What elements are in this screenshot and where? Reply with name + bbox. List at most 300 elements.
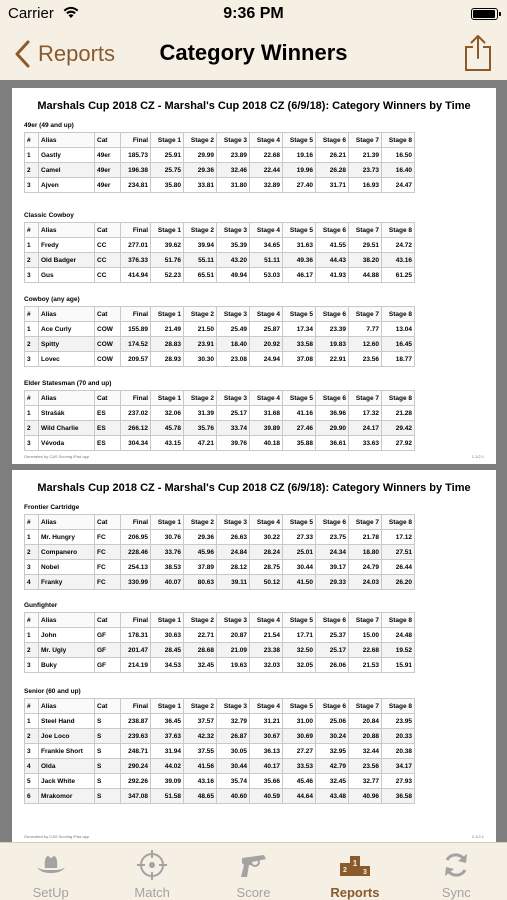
column-header: Stage 6 xyxy=(316,613,349,628)
table-cell: 3 xyxy=(25,178,39,193)
table-cell: 15.91 xyxy=(382,658,415,673)
table-cell: 61.25 xyxy=(382,268,415,283)
column-header: Cat xyxy=(95,223,121,238)
table-cell: 40.60 xyxy=(217,789,250,804)
column-header: Stage 3 xyxy=(217,223,250,238)
table-cell: 48.65 xyxy=(184,789,217,804)
table-cell: 34.17 xyxy=(382,759,415,774)
table-cell: 35.74 xyxy=(217,774,250,789)
category-name: Classic Cowboy xyxy=(24,212,74,219)
column-header: Final xyxy=(121,613,151,628)
table-cell: 38.20 xyxy=(349,253,382,268)
table-cell: 51.76 xyxy=(151,253,184,268)
tab-bar xyxy=(0,842,507,900)
column-header: Stage 8 xyxy=(382,699,415,714)
column-header: Stage 6 xyxy=(316,515,349,530)
table-cell: 32.89 xyxy=(250,178,283,193)
table-cell: 12.60 xyxy=(349,337,382,352)
table-cell: S xyxy=(95,774,121,789)
table-cell: 21.53 xyxy=(349,658,382,673)
table-cell: 19.16 xyxy=(283,148,316,163)
table-cell: 3 xyxy=(25,560,39,575)
table-cell: Gus xyxy=(39,268,95,283)
table-cell: 47.21 xyxy=(184,436,217,451)
table-cell: 27.92 xyxy=(382,436,415,451)
report-viewer[interactable] xyxy=(0,80,507,842)
table-cell: 23.39 xyxy=(316,322,349,337)
column-header: Stage 1 xyxy=(151,699,184,714)
table-cell: 45.78 xyxy=(151,421,184,436)
table-cell: 27.27 xyxy=(283,744,316,759)
table-cell: 29.99 xyxy=(184,148,217,163)
results-table xyxy=(24,222,415,283)
table-cell: 414.94 xyxy=(121,268,151,283)
table-cell: John xyxy=(39,628,95,643)
table-cell: 27.93 xyxy=(382,774,415,789)
table-cell: 17.34 xyxy=(283,322,316,337)
column-header: Stage 3 xyxy=(217,307,250,322)
table-cell: 22.68 xyxy=(250,148,283,163)
table-cell: 2 xyxy=(25,163,39,178)
report-page xyxy=(12,470,496,842)
report-footer-credit: Generated by CAS Scoring iPad app xyxy=(24,834,90,839)
sync-icon xyxy=(440,850,472,880)
tab-label: Score xyxy=(236,885,271,900)
table-cell: 38.53 xyxy=(151,560,184,575)
table-cell: 37.08 xyxy=(283,352,316,367)
column-header: Stage 5 xyxy=(283,391,316,406)
column-header: Stage 5 xyxy=(283,699,316,714)
column-header: Stage 2 xyxy=(184,223,217,238)
table-row xyxy=(25,163,415,178)
column-header: Stage 6 xyxy=(316,133,349,148)
table-row xyxy=(25,238,415,253)
table-cell: Camel xyxy=(39,163,95,178)
table-cell: Vévoda xyxy=(39,436,95,451)
table-cell: 28.83 xyxy=(151,337,184,352)
table-cell: Steel Hand xyxy=(39,714,95,729)
table-cell: 21.50 xyxy=(184,322,217,337)
table-cell: 20.84 xyxy=(349,714,382,729)
table-cell: 44.02 xyxy=(151,759,184,774)
table-cell: 17.71 xyxy=(283,628,316,643)
table-cell: 23.56 xyxy=(349,352,382,367)
table-cell: 45.46 xyxy=(283,774,316,789)
table-cell: 50.12 xyxy=(250,575,283,590)
column-header: Stage 7 xyxy=(349,391,382,406)
table-cell: GF xyxy=(95,658,121,673)
table-cell: 30.30 xyxy=(184,352,217,367)
table-cell: 49er xyxy=(95,178,121,193)
category-name: Cowboy (any age) xyxy=(24,296,80,303)
table-cell: 39.09 xyxy=(151,774,184,789)
column-header: Stage 8 xyxy=(382,223,415,238)
table-cell: 37.55 xyxy=(184,744,217,759)
share-icon[interactable] xyxy=(463,34,493,72)
tab-score[interactable] xyxy=(203,843,304,900)
table-cell: Strašák xyxy=(39,406,95,421)
table-cell: S xyxy=(95,789,121,804)
table-cell: 1 xyxy=(25,714,39,729)
table-cell: 2 xyxy=(25,421,39,436)
table-cell: 21.49 xyxy=(151,322,184,337)
column-header: Alias xyxy=(39,307,95,322)
table-cell: 26.44 xyxy=(382,560,415,575)
table-row xyxy=(25,759,415,774)
table-cell: 29.36 xyxy=(184,530,217,545)
table-cell: 21.78 xyxy=(349,530,382,545)
table-cell: 49er xyxy=(95,148,121,163)
table-cell: 15.00 xyxy=(349,628,382,643)
column-header: Stage 1 xyxy=(151,391,184,406)
svg-text:3: 3 xyxy=(362,869,367,876)
table-cell: 19.52 xyxy=(382,643,415,658)
column-header: Stage 6 xyxy=(316,223,349,238)
column-header: Alias xyxy=(39,515,95,530)
column-header: Stage 3 xyxy=(217,515,250,530)
table-cell: 304.34 xyxy=(121,436,151,451)
column-header: Stage 8 xyxy=(382,613,415,628)
table-cell: Fredy xyxy=(39,238,95,253)
column-header: Stage 4 xyxy=(250,515,283,530)
table-cell: 347.08 xyxy=(121,789,151,804)
table-cell: 21.54 xyxy=(250,628,283,643)
table-cell: 20.87 xyxy=(217,628,250,643)
table-cell: 206.95 xyxy=(121,530,151,545)
table-cell: 20.92 xyxy=(250,337,283,352)
column-header: Stage 7 xyxy=(349,515,382,530)
back-button-label: Reports xyxy=(38,41,116,66)
table-cell: 25.01 xyxy=(283,545,316,560)
table-row xyxy=(25,337,415,352)
table-cell: 228.46 xyxy=(121,545,151,560)
table-cell: 35.76 xyxy=(184,421,217,436)
table-cell: 19.96 xyxy=(283,163,316,178)
table-header-row xyxy=(25,613,415,628)
table-cell: 33.58 xyxy=(283,337,316,352)
tab-reports[interactable] xyxy=(304,843,405,900)
cowboy-hat-icon xyxy=(35,850,67,880)
table-row xyxy=(25,253,415,268)
table-cell: 23.95 xyxy=(382,714,415,729)
category-section xyxy=(24,503,414,590)
column-header: Stage 4 xyxy=(250,133,283,148)
table-cell: 31.63 xyxy=(283,238,316,253)
column-header: Final xyxy=(121,307,151,322)
table-cell: S xyxy=(95,759,121,774)
column-header: Stage 3 xyxy=(217,613,250,628)
column-header: Stage 4 xyxy=(250,223,283,238)
table-cell: 25.91 xyxy=(151,148,184,163)
table-cell: 28.75 xyxy=(250,560,283,575)
svg-text:1: 1 xyxy=(352,859,358,868)
table-cell: COW xyxy=(95,352,121,367)
table-cell: 4 xyxy=(25,575,39,590)
column-header: Stage 4 xyxy=(250,613,283,628)
table-cell: 376.33 xyxy=(121,253,151,268)
table-cell: 32.45 xyxy=(184,658,217,673)
table-cell: 31.00 xyxy=(283,714,316,729)
column-header: Stage 6 xyxy=(316,307,349,322)
table-cell: 30.24 xyxy=(316,729,349,744)
table-row xyxy=(25,628,415,643)
table-row xyxy=(25,545,415,560)
table-cell: 248.71 xyxy=(121,744,151,759)
table-cell: 21.28 xyxy=(382,406,415,421)
column-header: # xyxy=(25,391,39,406)
column-header: Stage 4 xyxy=(250,699,283,714)
table-cell: 34.53 xyxy=(151,658,184,673)
column-header: Final xyxy=(121,391,151,406)
table-cell: 20.88 xyxy=(349,729,382,744)
table-cell: 29.33 xyxy=(316,575,349,590)
table-cell: 41.16 xyxy=(283,406,316,421)
table-cell: 254.13 xyxy=(121,560,151,575)
table-cell: 22.68 xyxy=(349,643,382,658)
column-header: Stage 7 xyxy=(349,133,382,148)
table-cell: 277.01 xyxy=(121,238,151,253)
table-cell: 32.50 xyxy=(283,643,316,658)
table-cell: 3 xyxy=(25,436,39,451)
results-table xyxy=(24,514,415,590)
table-cell: 29.36 xyxy=(184,163,217,178)
table-cell: 25.49 xyxy=(217,322,250,337)
table-cell: 24.03 xyxy=(349,575,382,590)
table-cell: 201.47 xyxy=(121,643,151,658)
column-header: Stage 3 xyxy=(217,133,250,148)
table-cell: Nobel xyxy=(39,560,95,575)
table-cell: 33.74 xyxy=(217,421,250,436)
table-cell: 1 xyxy=(25,530,39,545)
table-cell: 23.08 xyxy=(217,352,250,367)
table-cell: 3 xyxy=(25,658,39,673)
table-row xyxy=(25,421,415,436)
column-header: Stage 2 xyxy=(184,515,217,530)
table-cell: ES xyxy=(95,436,121,451)
table-cell: 41.56 xyxy=(184,759,217,774)
table-cell: 42.79 xyxy=(316,759,349,774)
column-header: Alias xyxy=(39,223,95,238)
table-cell: Spitty xyxy=(39,337,95,352)
column-header: Stage 8 xyxy=(382,391,415,406)
table-cell: 80.63 xyxy=(184,575,217,590)
table-cell: 29.90 xyxy=(316,421,349,436)
table-cell: 35.80 xyxy=(151,178,184,193)
table-cell: 31.80 xyxy=(217,178,250,193)
table-cell: 17.12 xyxy=(382,530,415,545)
table-cell: Mrakomor xyxy=(39,789,95,804)
table-cell: 49.36 xyxy=(283,253,316,268)
column-header: Stage 2 xyxy=(184,391,217,406)
column-header: Stage 8 xyxy=(382,307,415,322)
table-cell: CC xyxy=(95,253,121,268)
table-cell: 30.76 xyxy=(151,530,184,545)
table-cell: 30.44 xyxy=(283,560,316,575)
table-cell: 33.76 xyxy=(151,545,184,560)
table-cell: S xyxy=(95,744,121,759)
table-cell: 40.18 xyxy=(250,436,283,451)
table-header-row xyxy=(25,133,415,148)
table-cell: 37.63 xyxy=(151,729,184,744)
table-cell: 33.63 xyxy=(349,436,382,451)
tab-label: Reports xyxy=(330,885,380,900)
column-header: Stage 1 xyxy=(151,515,184,530)
chevron-left-icon xyxy=(14,40,32,68)
table-cell: 26.63 xyxy=(217,530,250,545)
table-cell: 29.51 xyxy=(349,238,382,253)
table-cell: 16.40 xyxy=(382,163,415,178)
column-header: Stage 2 xyxy=(184,613,217,628)
table-cell: 51.58 xyxy=(151,789,184,804)
category-section xyxy=(24,687,414,804)
table-cell: 234.81 xyxy=(121,178,151,193)
column-header: Alias xyxy=(39,699,95,714)
table-cell: 34.65 xyxy=(250,238,283,253)
table-cell: 27.46 xyxy=(283,421,316,436)
column-header: Stage 2 xyxy=(184,133,217,148)
table-cell: 40.07 xyxy=(151,575,184,590)
table-cell: S xyxy=(95,714,121,729)
column-header: Alias xyxy=(39,613,95,628)
table-cell: 25.87 xyxy=(250,322,283,337)
table-cell: 52.23 xyxy=(151,268,184,283)
results-table xyxy=(24,132,415,193)
table-cell: Old Badger xyxy=(39,253,95,268)
category-section xyxy=(24,211,414,283)
report-footer-credit: Generated by CAS Scoring iPad app xyxy=(24,454,90,459)
table-cell: 4 xyxy=(25,759,39,774)
table-row xyxy=(25,148,415,163)
table-cell: 44.64 xyxy=(283,789,316,804)
column-header: Stage 5 xyxy=(283,133,316,148)
table-cell: 31.68 xyxy=(250,406,283,421)
table-cell: 49er xyxy=(95,163,121,178)
category-section xyxy=(24,379,414,451)
table-row xyxy=(25,714,415,729)
table-cell: 31.21 xyxy=(250,714,283,729)
table-cell: 23.75 xyxy=(316,530,349,545)
table-cell: 43.16 xyxy=(184,774,217,789)
table-cell: 266.12 xyxy=(121,421,151,436)
table-cell: 21.09 xyxy=(217,643,250,658)
column-header: Cat xyxy=(95,133,121,148)
table-cell: 32.03 xyxy=(250,658,283,673)
table-cell: 16.50 xyxy=(382,148,415,163)
table-cell: 32.46 xyxy=(217,163,250,178)
table-row xyxy=(25,268,415,283)
category-name: Elder Statesman (70 and up) xyxy=(24,380,112,387)
table-row xyxy=(25,744,415,759)
table-cell: 45.96 xyxy=(184,545,217,560)
column-header: Stage 2 xyxy=(184,307,217,322)
table-cell: 1 xyxy=(25,628,39,643)
column-header: # xyxy=(25,307,39,322)
table-cell: GF xyxy=(95,628,121,643)
column-header: Stage 6 xyxy=(316,391,349,406)
column-header: Cat xyxy=(95,307,121,322)
column-header: Cat xyxy=(95,391,121,406)
table-cell: 26.06 xyxy=(316,658,349,673)
table-cell: 16.45 xyxy=(382,337,415,352)
table-cell: 26.28 xyxy=(316,163,349,178)
report-title: Marshals Cup 2018 CZ - Marshal's Cup 2018 CZ (6/9/18): Category Winners by Time xyxy=(37,100,471,112)
table-cell: 36.45 xyxy=(151,714,184,729)
column-header: # xyxy=(25,613,39,628)
table-cell: 214.19 xyxy=(121,658,151,673)
table-cell: 28.68 xyxy=(184,643,217,658)
column-header: Cat xyxy=(95,699,121,714)
table-cell: 37.89 xyxy=(184,560,217,575)
table-cell: 23.56 xyxy=(349,759,382,774)
column-header: # xyxy=(25,223,39,238)
table-cell: 53.03 xyxy=(250,268,283,283)
table-cell: 2 xyxy=(25,253,39,268)
table-cell: 174.52 xyxy=(121,337,151,352)
column-header: Stage 1 xyxy=(151,133,184,148)
table-cell: 31.39 xyxy=(184,406,217,421)
table-cell: Joe Loco xyxy=(39,729,95,744)
table-cell: FC xyxy=(95,560,121,575)
table-cell: 5 xyxy=(25,774,39,789)
table-header-row xyxy=(25,223,415,238)
table-cell: Olda xyxy=(39,759,95,774)
category-section xyxy=(24,295,414,367)
column-header: Stage 7 xyxy=(349,613,382,628)
table-cell: Jack White xyxy=(39,774,95,789)
column-header: Final xyxy=(121,515,151,530)
table-cell: Lovec xyxy=(39,352,95,367)
table-cell: 7.77 xyxy=(349,322,382,337)
table-cell: 65.51 xyxy=(184,268,217,283)
table-cell: 2 xyxy=(25,643,39,658)
table-cell: 30.67 xyxy=(250,729,283,744)
table-cell: 32.44 xyxy=(349,744,382,759)
table-cell: 40.17 xyxy=(250,759,283,774)
table-cell: 19.63 xyxy=(217,658,250,673)
table-cell: 2 xyxy=(25,729,39,744)
table-cell: 36.96 xyxy=(316,406,349,421)
column-header: Stage 1 xyxy=(151,613,184,628)
table-cell: 24.17 xyxy=(349,421,382,436)
table-cell: 44.43 xyxy=(316,253,349,268)
svg-text:2: 2 xyxy=(342,867,347,874)
column-header: # xyxy=(25,515,39,530)
column-header: Stage 5 xyxy=(283,613,316,628)
table-row xyxy=(25,658,415,673)
table-cell: 30.69 xyxy=(283,729,316,744)
tab-sync[interactable] xyxy=(406,843,507,900)
column-header: Final xyxy=(121,133,151,148)
column-header: Final xyxy=(121,699,151,714)
table-cell: 290.24 xyxy=(121,759,151,774)
table-cell: 42.32 xyxy=(184,729,217,744)
battery-level xyxy=(473,10,495,18)
table-cell: 55.11 xyxy=(184,253,217,268)
back-button[interactable] xyxy=(14,38,115,70)
tab-setup[interactable] xyxy=(0,843,101,900)
table-cell: 26.21 xyxy=(316,148,349,163)
tab-match[interactable] xyxy=(101,843,202,900)
table-row xyxy=(25,530,415,545)
table-cell: 43.16 xyxy=(382,253,415,268)
table-cell: 155.89 xyxy=(121,322,151,337)
table-cell: 237.02 xyxy=(121,406,151,421)
table-cell: 3 xyxy=(25,268,39,283)
column-header: Stage 5 xyxy=(283,515,316,530)
table-cell: 44.88 xyxy=(349,268,382,283)
category-name: Frontier Cartridge xyxy=(24,504,80,511)
table-cell: 239.63 xyxy=(121,729,151,744)
